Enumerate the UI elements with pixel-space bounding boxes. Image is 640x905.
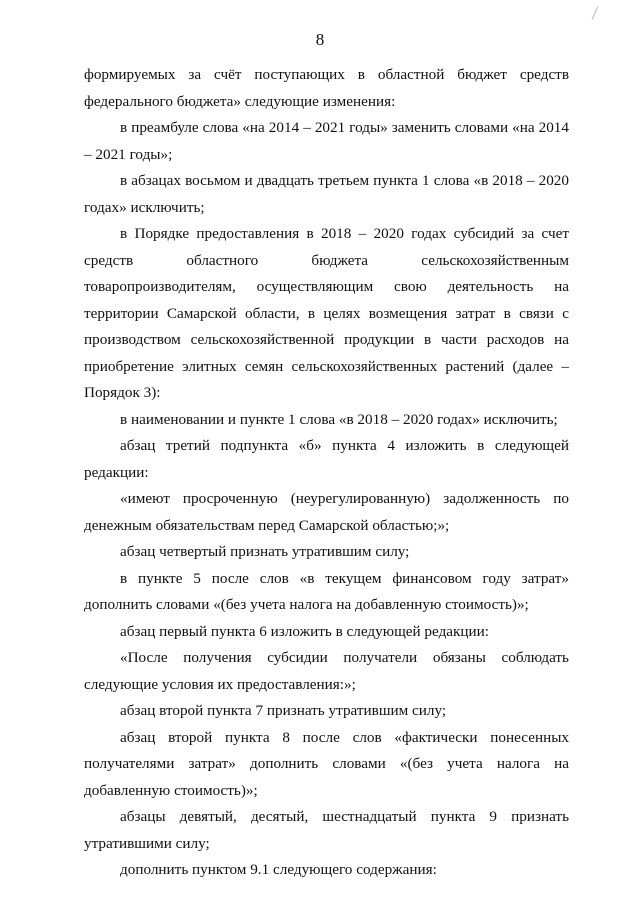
paragraph-3: в абзацах восьмом и двадцать третьем пункта 1 слова «в 2018 – 2020 годах» исключить; [84,172,569,216]
paragraph-8: абзац четвертый признать утратившим силу; [120,543,410,560]
paragraph-7: «имеют просроченную (неурегулированную) задолженность по денежным обязательствам перед Самарской областью;»; [84,490,569,534]
paragraph-9: в пункте 5 после слов «в текущем финансовом году затрат» дополнить словами «(без учета налога на добавленную стоимость)»; [84,569,569,613]
paragraph-13: абзац второй пункта 8 после слов «фактически понесенных получателями затрат» дополнить словами «(без учета налога на добавленную стоимость)»; [84,728,569,799]
paragraph-10: абзац первый пункта 6 изложить в следующей редакции: [120,622,490,640]
paragraph-12: абзац второй пункта 7 признать утратившим силу; [120,702,447,719]
paragraph-2: в преамбуле слова «на 2014 – 2021 годы» заменить словами «на 2014 – 2021 годы»; [84,119,569,163]
paragraph-6: абзац третий подпункта «б» пункта 4 изложить в следующей редакции: [84,437,569,481]
page-number: 8 [315,30,325,49]
document-body [84,62,569,884]
paragraph-15: дополнить пунктом 9.1 следующего содержания: [120,861,437,878]
paragraph-14: абзацы девятый, десятый, шестнадцатый пункта 9 признать утратившими силу; [84,808,569,852]
paragraph-11: «После получения субсидии получатели обязаны соблюдать следующие условия их предоставления:»; [84,649,569,693]
scan-mark [592,6,608,23]
paragraph-4: в Порядке предоставления в 2018 – 2020 годах субсидий за счет средств областного бюджета сельскохозяйственным товаропроизводителям, осуществляющим свою деятельность на территории Самарской области, в целях возмещения затрат в связи с производством сельскохозяйственной продукции в части расходов на приобретение элитных семян сельскохозяйственных растений (далее – Порядок 3): [84,225,569,401]
paragraph-5: в наименовании и пункте 1 слова «в 2018 – 2020 годах» исключить; [120,410,558,428]
paragraph-1: формируемых за счёт поступающих в областной бюджет средств федерального бюджета» следующие изменения: [84,66,569,110]
